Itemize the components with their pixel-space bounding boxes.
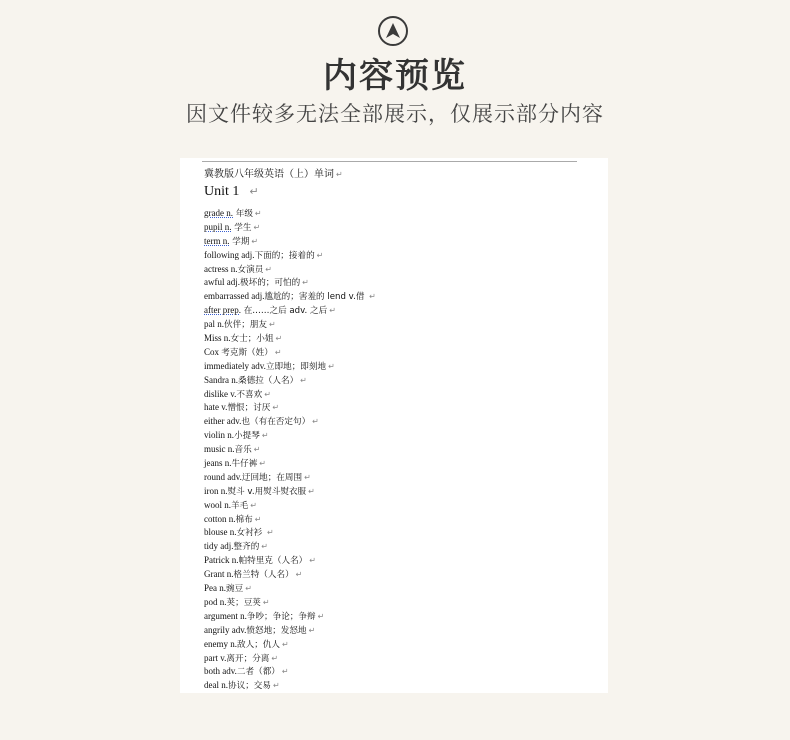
word-english: Miss n.: [204, 333, 231, 344]
word-chinese: 敌人；仇人: [237, 639, 280, 650]
word-list: [204, 207, 376, 693]
word-entry: [204, 540, 376, 554]
word-english: awful adj.: [204, 277, 240, 288]
word-entry: [204, 249, 376, 263]
word-english: angrily adv.: [204, 624, 247, 635]
word-entry: [204, 290, 376, 304]
word-chinese: 争吵；争论；争辩: [246, 611, 316, 622]
word-chinese: 学生: [231, 222, 252, 233]
word-english: violin n.: [204, 430, 235, 441]
word-english: dislike v.: [204, 388, 237, 399]
word-chinese: 下面的；接着的: [254, 250, 315, 261]
word-chinese: 憎恨；讨厌: [227, 403, 271, 414]
paragraph-mark: ↵: [308, 486, 315, 496]
word-chinese: 整齐的: [233, 542, 260, 553]
word-entry: [204, 457, 376, 471]
word-english: round adv.: [204, 471, 242, 482]
word-entry: [204, 624, 376, 638]
paragraph-mark: ↵: [262, 597, 270, 607]
paragraph-mark: ↵: [254, 209, 262, 218]
word-entry: [204, 638, 376, 652]
word-chinese: 学期: [229, 236, 250, 247]
word-entry: [204, 582, 376, 596]
word-chinese: 愤怒地；发怒地: [246, 625, 307, 636]
word-english: pupil n.: [204, 221, 232, 232]
word-chinese: 牛仔裤: [231, 459, 258, 470]
word-english: tidy adj.: [204, 541, 234, 552]
word-chinese: 棉布: [235, 514, 253, 525]
word-entry: [204, 610, 376, 624]
word-entry: [204, 652, 376, 666]
paragraph-mark: ↵: [251, 236, 259, 246]
paragraph-mark: ↵: [316, 250, 324, 260]
paragraph-mark: ↵: [253, 445, 261, 455]
word-entry: [204, 346, 376, 360]
paragraph-mark: ↵: [281, 667, 289, 677]
word-entry: [204, 443, 376, 457]
word-chinese: 二者（都）: [236, 667, 280, 678]
word-entry: [204, 513, 376, 527]
word-entry: [204, 401, 376, 415]
word-entry: [204, 221, 376, 235]
word-chinese: 荚；豆荚: [226, 597, 261, 608]
word-chinese: 熨斗 v.用熨斗熨衣服: [227, 486, 307, 497]
word-english: enemy n.: [204, 638, 237, 649]
unit-title: Unit 1 ↵: [204, 184, 259, 199]
word-chinese: 不喜欢: [236, 389, 263, 400]
word-entry: [204, 429, 376, 443]
word-entry: [204, 665, 376, 679]
word-english: part v.: [204, 652, 227, 663]
word-english: jeans n.: [204, 458, 232, 469]
word-english: both adv.: [204, 666, 237, 677]
paragraph-mark: ↵: [250, 500, 257, 510]
paragraph-mark: ↵: [272, 681, 280, 691]
word-entry: [204, 332, 376, 346]
word-chinese: 帕特里克（人名）: [238, 556, 308, 567]
word-english: either adv.: [204, 416, 242, 427]
word-chinese: 也（有在否定句）: [241, 417, 311, 428]
paragraph-mark: ↵: [271, 653, 279, 663]
paragraph-mark: ↵: [268, 320, 276, 330]
word-english: argument n.: [204, 610, 247, 621]
word-entry: [204, 499, 376, 513]
word-english: blouse n.: [204, 527, 237, 538]
word-english: Patrick n.: [204, 555, 239, 566]
word-chinese: 极坏的；可怕的: [240, 278, 301, 289]
word-chinese: 迂回地；在周围: [241, 472, 303, 483]
paragraph-mark: ↵: [369, 292, 376, 302]
paragraph-mark: ↵: [264, 389, 271, 399]
paragraph-mark: ↵: [259, 459, 266, 469]
paragraph-mark: ↵: [267, 528, 274, 538]
paragraph-mark: ↵: [312, 417, 319, 427]
word-english: term n.: [204, 235, 230, 246]
word-chinese: 尴尬的；害羞的 lend v.借: [264, 292, 368, 303]
paragraph-mark: ↵: [253, 222, 261, 232]
word-chinese: 年级: [233, 209, 253, 219]
word-chinese: 离开；分离: [226, 653, 270, 664]
word-entry: [204, 485, 376, 499]
word-chinese: 格兰特（人名）: [233, 570, 294, 581]
navigation-arrow-icon: [378, 16, 408, 46]
word-entry: [204, 374, 376, 388]
word-chinese: 在……之后 adv. 之后: [240, 306, 328, 317]
word-chinese: 立即地；即刻地: [265, 361, 327, 372]
paragraph-mark: ↵: [300, 375, 307, 385]
word-english: following adj.: [204, 249, 255, 260]
word-english: Sandra n.: [204, 374, 238, 385]
word-chinese: 协议；交易: [228, 681, 271, 692]
word-english: embarrassed adj.: [204, 291, 265, 302]
word-entry: [204, 304, 376, 318]
paragraph-mark: ↵: [328, 361, 335, 371]
word-chinese: 伙伴；朋友: [224, 320, 267, 331]
word-entry: [204, 207, 376, 221]
paragraph-mark: ↵: [245, 584, 252, 594]
paragraph-mark: ↵: [302, 278, 309, 288]
word-chinese: 女演员: [237, 264, 264, 275]
word-entry: [204, 276, 376, 290]
word-entry: [204, 568, 376, 582]
word-english: grade n.: [204, 208, 233, 218]
paragraph-mark: ↵: [304, 472, 311, 482]
word-entry: [204, 554, 376, 568]
word-english: after prep.: [204, 305, 241, 316]
page-title: 内容预览: [323, 56, 467, 96]
word-chinese: 小提琴: [234, 431, 260, 442]
word-english: wool n.: [204, 499, 231, 510]
word-chinese: 女衬衫: [236, 528, 266, 539]
paragraph-mark: ↵: [265, 264, 272, 274]
word-english: immediately adv.: [204, 360, 266, 371]
paragraph-mark: ↵: [281, 639, 289, 649]
word-english: music n.: [204, 444, 235, 455]
word-chinese: 音乐: [234, 445, 252, 456]
document-preview: [180, 158, 608, 693]
paragraph-mark: ↵: [295, 570, 303, 580]
preview-header: [0, 0, 790, 160]
word-english: Cox: [204, 346, 222, 357]
word-entry: [204, 235, 376, 249]
word-entry: [204, 318, 376, 332]
word-english: actress n.: [204, 263, 238, 274]
word-chinese: 桑德拉（人名）: [238, 375, 299, 386]
word-entry: [204, 471, 376, 485]
document-heading: 冀教版八年级英语（上）单词 ↵: [204, 169, 343, 180]
word-english: iron n.: [204, 485, 228, 496]
word-entry: [204, 415, 376, 429]
word-entry: [204, 526, 376, 540]
paragraph-mark: ↵: [261, 431, 269, 441]
paragraph-mark: ↵: [254, 514, 262, 524]
paragraph-mark: ↵: [274, 347, 282, 357]
word-entry: [204, 388, 376, 402]
word-english: pod n.: [204, 596, 227, 607]
word-english: Pea n.: [204, 583, 226, 594]
word-entry: [204, 263, 376, 277]
word-entry: [204, 679, 376, 693]
paragraph-mark: ↵: [261, 542, 268, 552]
word-english: cotton n.: [204, 513, 236, 524]
paragraph-mark: ↵: [309, 556, 316, 566]
word-english: pal n.: [204, 319, 224, 330]
paragraph-mark: ↵: [317, 611, 325, 621]
paragraph-mark: ↵: [308, 625, 316, 635]
word-english: Grant n.: [204, 569, 234, 580]
word-entry: [204, 596, 376, 610]
word-chinese: 羊毛: [231, 500, 249, 511]
word-english: deal n.: [204, 680, 228, 691]
page-subtitle: 因文件较多无法全部展示，仅展示部分内容: [186, 102, 604, 126]
header-rule: [202, 161, 577, 162]
word-english: hate v.: [204, 402, 228, 413]
paragraph-mark: ↵: [329, 306, 336, 316]
word-entry: [204, 360, 376, 374]
word-chinese: 考克斯（姓）: [221, 347, 273, 358]
paragraph-mark: ↵: [275, 334, 283, 344]
paragraph-mark: ↵: [272, 403, 280, 413]
word-chinese: 女士；小姐: [230, 334, 274, 345]
word-chinese: 豌豆: [226, 584, 244, 595]
